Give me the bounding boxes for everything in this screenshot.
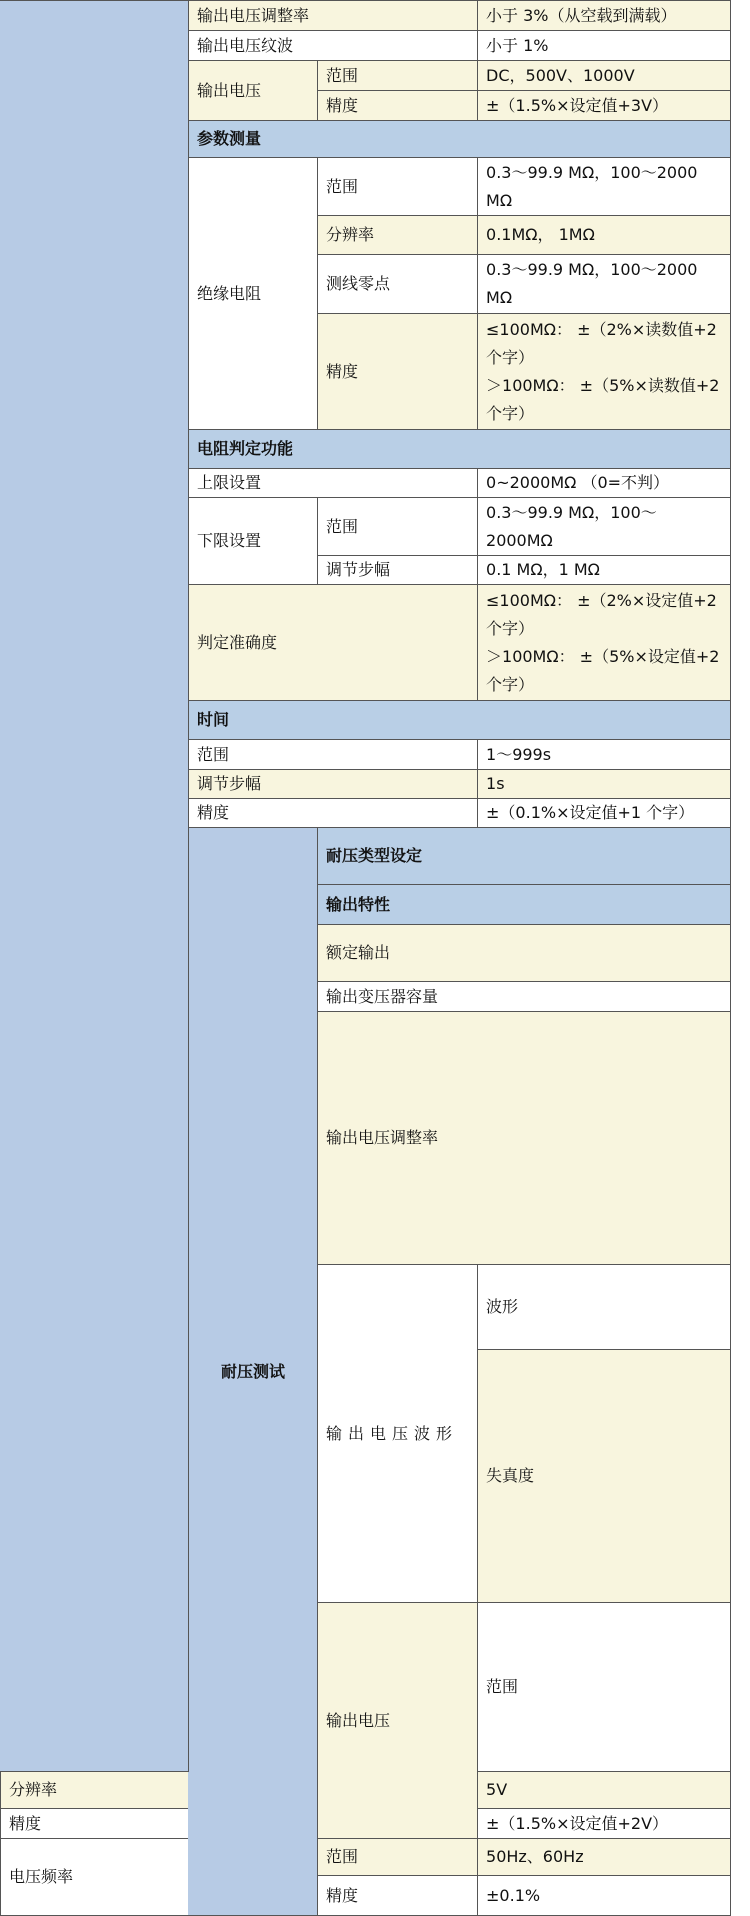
label-ws-waveform: 输出电压波形 xyxy=(318,1265,478,1603)
value-time-step: 1s xyxy=(478,770,731,799)
label-ins-accuracy: 精度 xyxy=(318,314,478,430)
label-out-v-range: 范围 xyxy=(318,61,478,91)
value-adj-rate: 小于 3%（从空载到满载） xyxy=(478,1,731,31)
value-ins-zero: 0.3～99.9 MΩ，100～2000 MΩ xyxy=(478,255,731,314)
value-ripple: 小于 1% xyxy=(478,31,731,61)
label-judge-accuracy: 判定准确度 xyxy=(189,585,478,701)
label-ws-output-voltage: 输出电压 xyxy=(318,1603,478,1839)
value-judge-accuracy xyxy=(478,585,731,701)
value-ins-resolution: 0.1MΩ， 1MΩ xyxy=(478,216,731,255)
value-ws-v-accuracy: ±（1.5%×设定值+2V） xyxy=(478,1809,731,1839)
side-category-withstand: 耐压测试 xyxy=(189,828,318,1916)
label-ins-resolution: 分辨率 xyxy=(318,216,478,255)
label-lower-step: 调节步幅 xyxy=(318,556,478,585)
label-ripple: 输出电压纹波 xyxy=(189,31,478,61)
judge-accuracy-line-1: ≤100MΩ： ±（2%×设定值+2 个字） xyxy=(486,590,717,638)
section-header-param: 参数测量 xyxy=(189,121,731,158)
label-time-step: 调节步幅 xyxy=(189,770,478,799)
label-ws-adj-rate: 输出电压调整率 xyxy=(318,1012,731,1265)
label-ws-f-accuracy: 精度 xyxy=(318,1876,478,1916)
value-ins-range: 0.3～99.9 MΩ，100～2000 MΩ xyxy=(478,158,731,216)
label-adj-rate: 输出电压调整率 xyxy=(189,1,478,31)
label-ws-rated: 额定输出 xyxy=(318,925,731,982)
value-ws-v-resolution: 5V xyxy=(478,1772,731,1809)
label-ws-v-accuracy: 精度 xyxy=(1,1809,189,1839)
section-header-output: 输出特性 xyxy=(318,885,731,925)
judge-accuracy-line-2: ＞100MΩ： ±（5%×设定值+2 个字） xyxy=(486,646,720,694)
value-time-range: 1～999s xyxy=(478,740,731,770)
label-ws-frequency: 电压频率 xyxy=(1,1839,189,1916)
label-lower-range: 范围 xyxy=(318,498,478,556)
label-ins-zero: 测线零点 xyxy=(318,255,478,314)
value-lower-step: 0.1 MΩ，1 MΩ xyxy=(478,556,731,585)
label-lower-limit: 下限设置 xyxy=(189,498,318,585)
label-upper-limit: 上限设置 xyxy=(189,469,478,498)
label-ws-distortion: 失真度 xyxy=(478,1350,731,1603)
label-ws-v-resolution: 分辨率 xyxy=(1,1772,189,1809)
label-ws-v-range: 范围 xyxy=(478,1603,731,1772)
section-header-time: 时间 xyxy=(189,701,731,740)
label-time-range: 范围 xyxy=(189,740,478,770)
label-out-v-accuracy: 精度 xyxy=(318,91,478,121)
label-insulation-resistance: 绝缘电阻 xyxy=(189,158,318,430)
value-time-accuracy: ±（0.1%×设定值+1 个字） xyxy=(478,799,731,828)
section-header-judge: 电阻判定功能 xyxy=(189,430,731,469)
label-ins-range: 范围 xyxy=(318,158,478,216)
value-out-v-accuracy: ±（1.5%×设定值+3V） xyxy=(478,91,731,121)
ins-accuracy-line-1: ≤100MΩ： ±（2%×读数值+2 个字） xyxy=(486,319,717,367)
label-ws-transformer: 输出变压器容量 xyxy=(318,982,731,1012)
value-upper-limit: 0~2000MΩ （0=不判） xyxy=(478,469,731,498)
label-ws-wave-shape: 波形 xyxy=(478,1265,731,1350)
label-output-voltage: 输出电压 xyxy=(189,61,318,121)
label-ws-type: 耐压类型设定 xyxy=(318,828,731,885)
ins-accuracy-line-2: ＞100MΩ： ±（5%×读数值+2 个字） xyxy=(486,375,720,423)
label-ws-f-range: 范围 xyxy=(318,1839,478,1876)
value-lower-range: 0.3～99.9 MΩ，100～2000MΩ xyxy=(478,498,731,556)
value-ws-f-accuracy: ±0.1% xyxy=(478,1876,731,1916)
value-out-v-range: DC，500V、1000V xyxy=(478,61,731,91)
side-category-insulation xyxy=(1,1,189,1772)
value-ins-accuracy xyxy=(478,314,731,430)
label-time-accuracy: 精度 xyxy=(189,799,478,828)
value-ws-f-range: 50Hz、60Hz xyxy=(478,1839,731,1876)
